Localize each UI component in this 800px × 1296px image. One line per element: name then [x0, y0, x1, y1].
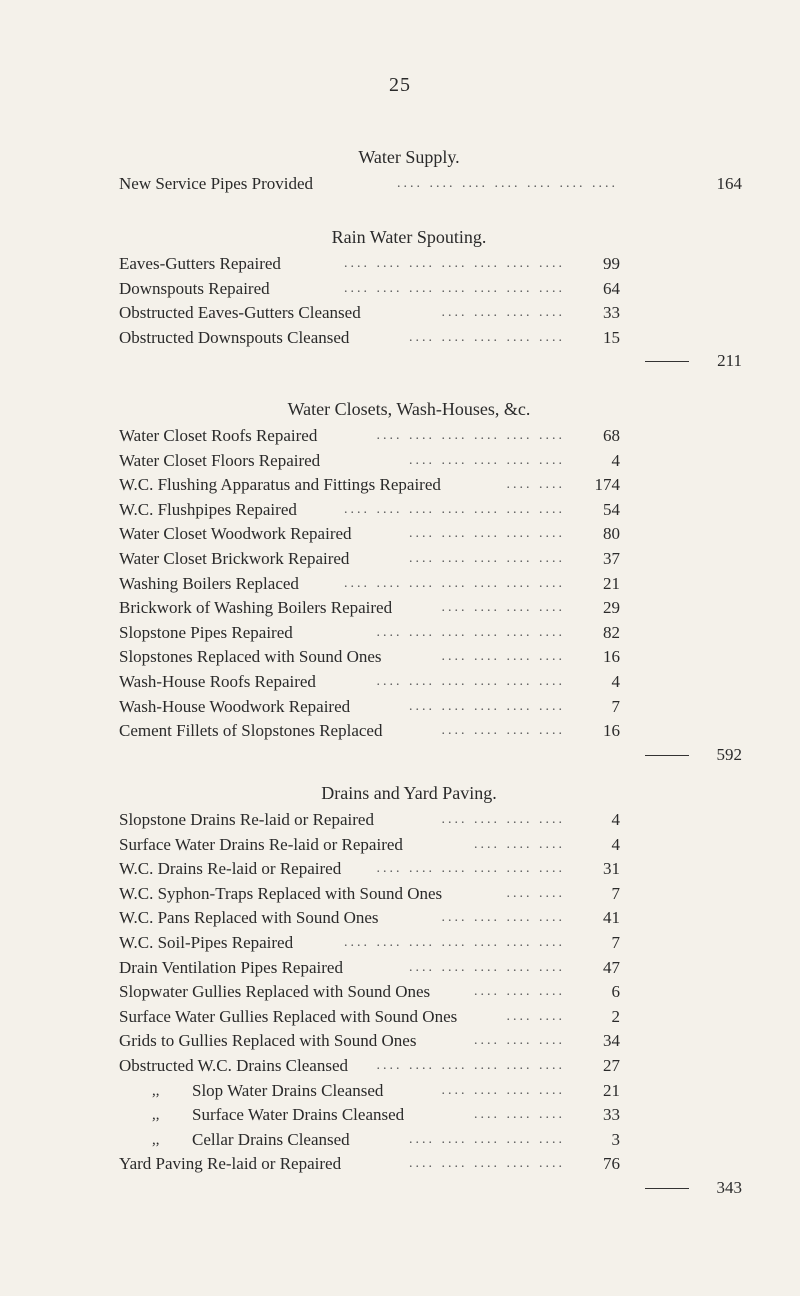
list-item: [0, 1103, 800, 1128]
item-label: Slopwater Gullies Replaced with Sound Ones: [119, 982, 431, 1002]
item-label: Brickwork of Washing Boilers Repaired: [119, 598, 393, 618]
ditto-mark: ,,: [152, 1131, 160, 1148]
item-count: 33: [603, 1105, 620, 1125]
leader-dots: .... .... .... .... ....: [409, 526, 565, 542]
list-item: [0, 252, 800, 277]
item-count: 4: [611, 450, 620, 470]
list-item: [0, 596, 800, 621]
item-label: Slop Water Drains Cleansed: [192, 1080, 384, 1100]
item-count: 80: [603, 524, 620, 544]
item-label: Water Closet Floors Repaired: [119, 450, 321, 470]
item-count: 76: [603, 1154, 620, 1174]
leader-dots: .... .... .... ....: [441, 812, 565, 827]
leader-dots: .... .... .... .... ....: [409, 329, 565, 345]
item-count: 4: [611, 834, 620, 854]
item-label: Obstructed Downspouts Cleansed: [119, 327, 350, 347]
list-item: [0, 719, 800, 744]
item-label: Downspouts Repaired: [119, 278, 270, 298]
item-label: W.C. Flushpipes Repaired: [119, 499, 297, 519]
item-count: 15: [603, 327, 620, 347]
section-water-closets: [0, 394, 800, 766]
item-count: 21: [603, 1080, 620, 1100]
section-heading: Water Closets, Wash-Houses, &c.: [287, 399, 531, 419]
item-count: 34: [603, 1031, 620, 1051]
list-item: [0, 857, 800, 882]
list-item: [0, 931, 800, 956]
item-label: Wash-House Woodwork Repaired: [119, 696, 351, 716]
section-total: [0, 1177, 800, 1199]
item-label: Surface Water Drains Cleansed: [192, 1105, 405, 1125]
item-label: W.C. Syphon-Traps Replaced with Sound Ones: [119, 883, 443, 903]
item-count: 47: [603, 957, 620, 977]
section-heading: Rain Water Spouting.: [331, 227, 487, 247]
total-rule: [645, 361, 689, 362]
list-item: [0, 833, 800, 858]
item-count: 4: [611, 671, 620, 691]
leader-dots: .... .... .... .... ....: [409, 698, 565, 714]
leader-dots: .... .... .... .... .... ....: [376, 861, 565, 877]
section-water-supply: [0, 142, 800, 197]
list-item: [0, 1029, 800, 1054]
item-count: 164: [716, 174, 742, 193]
item-count: 27: [603, 1055, 620, 1075]
item-count: 7: [611, 932, 620, 952]
section-total: [0, 350, 800, 372]
section-total: [0, 744, 800, 766]
item-count: 21: [603, 573, 620, 593]
section-drains-yard-paving: [0, 778, 800, 1199]
item-label: Drain Ventilation Pipes Repaired: [119, 957, 343, 977]
item-count: 64: [603, 278, 620, 298]
item-count: 16: [603, 647, 620, 667]
item-label: Yard Paving Re-laid or Repaired: [119, 1154, 342, 1174]
leader-dots: .... ....: [506, 1008, 565, 1024]
leader-dots: .... ....: [506, 477, 565, 493]
leader-dots: .... .... ....: [474, 1107, 565, 1123]
list-item: [0, 621, 800, 646]
list-item: [0, 326, 800, 351]
item-label: Water Closet Roofs Repaired: [119, 426, 318, 445]
list-item: [0, 547, 800, 572]
list-item: [0, 906, 800, 931]
item-count: 7: [611, 696, 620, 716]
list-item: [0, 695, 800, 720]
leader-dots: .... .... .... ....: [441, 723, 565, 739]
list-item: [0, 522, 800, 547]
leader-dots: .... .... .... .... .... .... ....: [344, 934, 565, 950]
item-count: 4: [611, 810, 620, 829]
leader-dots: .... .... .... .... .... ....: [376, 428, 565, 443]
item-label: Obstructed Eaves-Gutters Cleansed: [119, 303, 361, 323]
item-label: Wash-House Roofs Repaired: [119, 671, 316, 691]
leader-dots: .... .... .... .... .... .... ....: [344, 501, 565, 517]
leader-dots: .... .... .... .... .... ....: [376, 624, 565, 640]
item-count: 29: [603, 598, 620, 618]
leader-dots: .... .... .... ....: [441, 1082, 565, 1098]
list-item: [0, 956, 800, 981]
leader-dots: .... .... .... .... .... .... ....: [344, 256, 565, 271]
list-item: [0, 572, 800, 597]
list-item: [0, 473, 800, 498]
section-heading: Drains and Yard Paving.: [321, 783, 497, 803]
leader-dots: .... .... ....: [474, 1033, 565, 1049]
item-label: Eaves-Gutters Repaired: [119, 254, 281, 273]
item-count: 33: [603, 303, 620, 323]
leader-dots: .... .... .... .... .... .... ....: [397, 176, 618, 191]
list-item: [0, 424, 800, 449]
item-count: 68: [603, 426, 620, 445]
list-item: [0, 1005, 800, 1030]
ditto-mark: ,,: [152, 1082, 160, 1099]
list-item: [0, 980, 800, 1005]
item-count: 6: [611, 982, 620, 1002]
item-count: 3: [611, 1129, 620, 1149]
item-count: 37: [603, 548, 620, 568]
item-label: Cellar Drains Cleansed: [192, 1129, 350, 1149]
ditto-mark: ,,: [152, 1107, 160, 1124]
item-label: Cement Fillets of Slopstones Replaced: [119, 721, 383, 741]
list-item: [0, 1079, 800, 1104]
page-number: 25: [389, 74, 411, 96]
item-count: 82: [603, 622, 620, 642]
item-count: 31: [603, 859, 620, 879]
item-label: Grids to Gullies Replaced with Sound Ones: [119, 1031, 417, 1051]
total-rule: [645, 1188, 689, 1189]
leader-dots: .... .... .... .... .... .... ....: [344, 280, 565, 296]
item-count: 16: [603, 721, 620, 741]
total-value: 592: [716, 744, 742, 764]
list-item: [0, 808, 800, 833]
item-count: 2: [611, 1006, 620, 1026]
list-item: [0, 277, 800, 302]
item-label: Slopstones Replaced with Sound Ones: [119, 647, 382, 667]
list-item: [0, 1054, 800, 1079]
leader-dots: .... .... .... .... .... .... ....: [344, 575, 565, 591]
item-label: Slopstone Drains Re-laid or Repaired: [119, 810, 374, 829]
leader-dots: .... .... .... .... ....: [409, 550, 565, 566]
list-item: [0, 645, 800, 670]
item-count: 54: [603, 499, 620, 519]
item-label: W.C. Flushing Apparatus and Fittings Repaired: [119, 475, 441, 495]
leader-dots: .... .... .... ....: [441, 910, 565, 926]
item-count: 174: [594, 475, 620, 495]
leader-dots: .... .... .... ....: [441, 600, 565, 616]
leader-dots: .... .... ....: [474, 984, 565, 1000]
leader-dots: .... .... .... ....: [441, 649, 565, 665]
item-label: W.C. Soil-Pipes Repaired: [119, 932, 294, 952]
total-value: 211: [717, 351, 742, 371]
list-item: [0, 670, 800, 695]
leader-dots: .... .... ....: [474, 836, 565, 852]
list-item: [0, 498, 800, 523]
item-label: Surface Water Gullies Replaced with Sound Ones: [119, 1006, 458, 1026]
leader-dots: .... .... .... .... ....: [409, 1156, 565, 1172]
leader-dots: .... .... .... .... .... ....: [376, 673, 565, 689]
item-count: 99: [603, 254, 620, 273]
list-item: [0, 449, 800, 474]
list-item: [0, 301, 800, 326]
leader-dots: .... .... .... .... ....: [409, 452, 565, 468]
item-count: 7: [611, 883, 620, 903]
leader-dots: .... .... .... .... ....: [409, 959, 565, 975]
item-label: Washing Boilers Replaced: [119, 573, 299, 593]
item-label: New Service Pipes Provided: [119, 174, 314, 193]
list-item: [0, 1128, 800, 1153]
total-rule: [645, 755, 689, 756]
leader-dots: .... .... .... .... ....: [409, 1131, 565, 1147]
item-label: W.C. Drains Re-laid or Repaired: [119, 859, 342, 879]
item-label: Slopstone Pipes Repaired: [119, 622, 293, 642]
item-count: 41: [603, 908, 620, 928]
list-item: [0, 882, 800, 907]
item-label: W.C. Pans Replaced with Sound Ones: [119, 908, 379, 928]
list-item: [0, 172, 800, 197]
list-item: [0, 1152, 800, 1177]
leader-dots: .... .... .... .... .... ....: [376, 1057, 565, 1073]
leader-dots: .... .... .... ....: [441, 305, 565, 321]
section-rain-water-spouting: [0, 222, 800, 372]
item-label: Surface Water Drains Re-laid or Repaired: [119, 834, 403, 854]
item-label: Obstructed W.C. Drains Cleansed: [119, 1055, 348, 1075]
item-label: Water Closet Woodwork Repaired: [119, 524, 352, 544]
item-label: Water Closet Brickwork Repaired: [119, 548, 350, 568]
leader-dots: .... ....: [506, 885, 565, 901]
total-value: 343: [716, 1177, 742, 1197]
section-heading: Water Supply.: [358, 147, 460, 167]
